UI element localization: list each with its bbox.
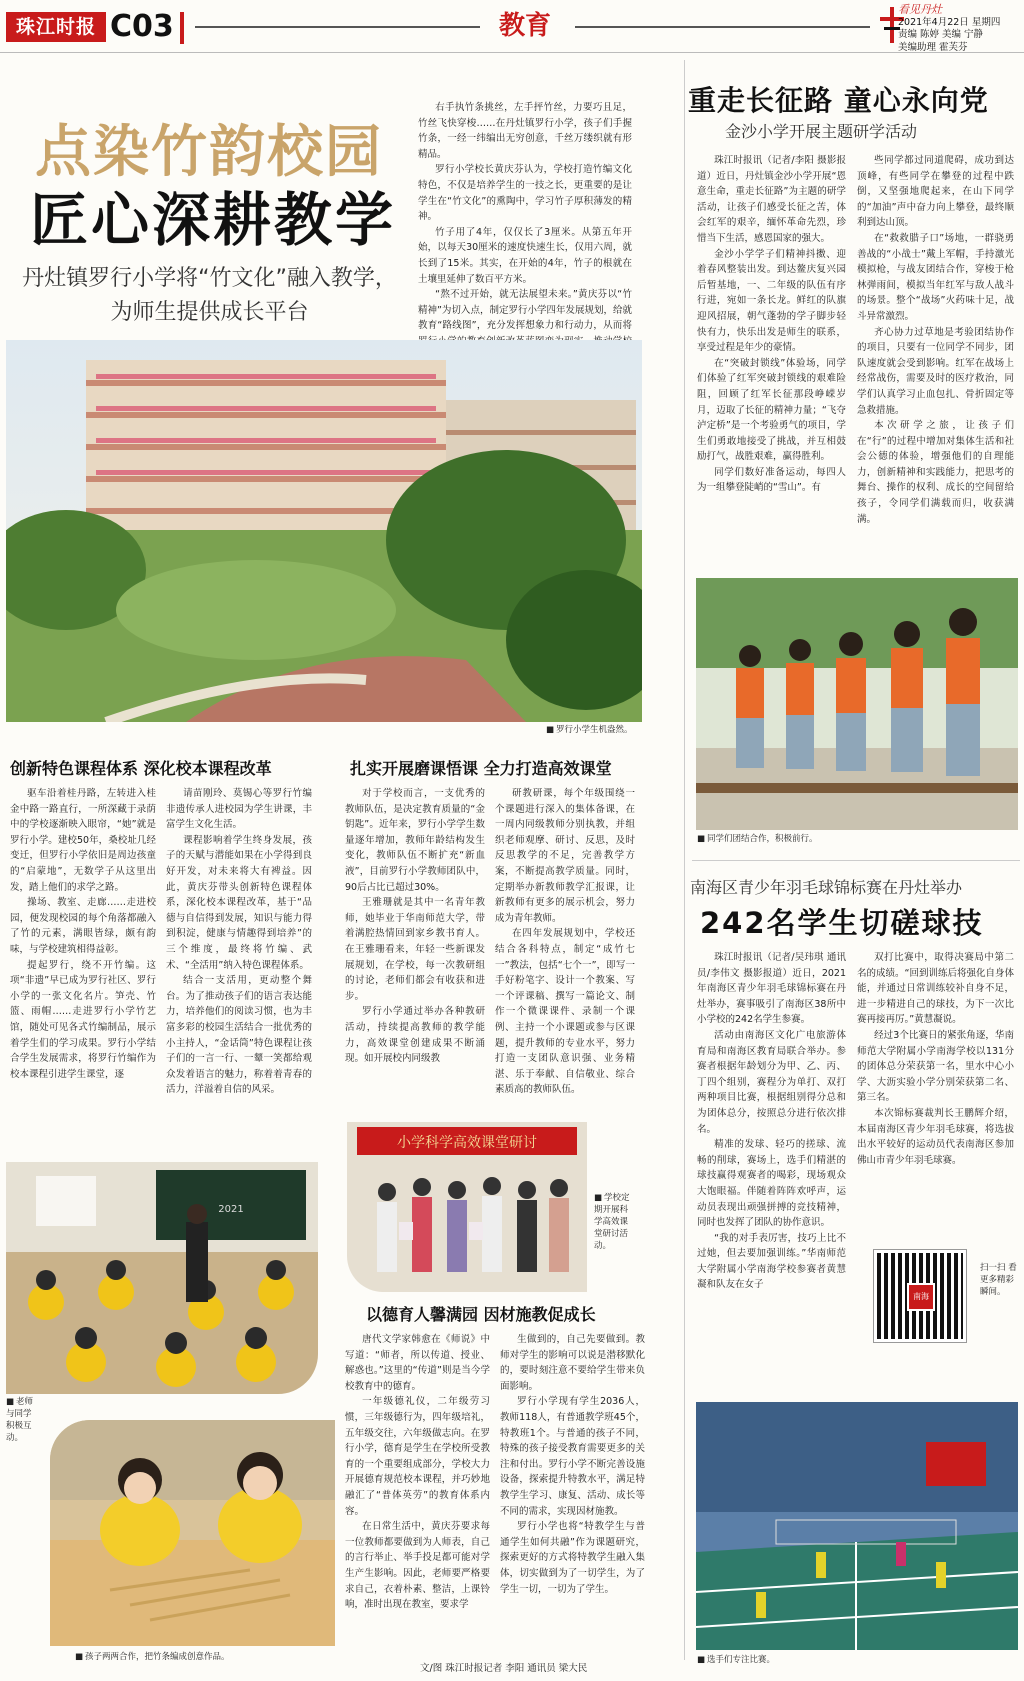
issue-assistant: 美编助理 霍芙芬	[898, 41, 968, 53]
section3-column2	[500, 1332, 645, 1652]
article1-paragraph: 同学们数好准备运动，每四人为一组攀登陡峭的“雪山”。有	[697, 466, 846, 494]
section3-paragraph: 生做到的，自己先要做到。教师对学生的影响可以说是潜移默化的，要时刻注意不要给学生带来负面影响。	[500, 1334, 645, 1392]
article1-paragraph: 金沙小学学子们精神抖擞、迎着春风整装出发。到达鳌庆复兴园后暂基地，一、二年级的队伍有序行进，宛如一条长龙。鲜红的队旗迎风招展，朝气蓬勃的学子脚步轻快有力，快乐出发是师生的联系，享受过程是年少的豪情。	[697, 248, 846, 354]
article2-paragraph: 活动由南海区文化广电旅游体育局和南海区教育局联合举办。参赛者根据年龄划分为甲、乙、丙、丁四个组别，赛程分为单打、双打两种项目比赛，根据组别得分总和为团体总分，按照总分进行依次排名。	[697, 1029, 846, 1135]
header-rule-left	[195, 26, 480, 28]
header-divider	[180, 12, 184, 44]
header-rule-right	[575, 26, 870, 28]
section2-paragraph: 王雅珊就是其中一名青年教师，她毕业于华南师范大学，带着满腔热情回到家乡教书育人。在王雅珊看来，年轻一些新课发展规划，在学校，每一次教研组的讨论，老师们都会有收获和进步。	[345, 897, 485, 1002]
article2-column2	[857, 950, 1014, 1240]
article1-subtitle: 金沙小学开展主题研学活动	[725, 122, 918, 141]
section2-paragraph: 研教研课，每个年级围绕一个课题进行深入的集体备课，在一周内同级教师分别执教，并组织老师观摩、研讨、反思，及时反思教学的不足，完善教学方案，不断提高教学质量。同时，定期举办新教师教学汇报课，让新教师有更多的展示机会，努力成为青年教师。	[495, 788, 635, 924]
intro-paragraph: 竹子用了4年，仅仅长了3厘米。从第五年开始，以每天30厘米的速度快速生长，仅用六周，就长到了15米。其实，在开始的4年，竹子的根就在土壤里延伸了数百平方米。	[418, 226, 632, 285]
headline-line1: 点染竹韵校园	[35, 119, 383, 185]
qr-caption: 扫一扫 看更多精彩瞬间。	[980, 1263, 1017, 1297]
article2-paragraph: 经过3个比赛日的紧张角逐，华南师范大学附属小学南海学校以131分的团体总分荣获第一名，里水中心小学、大沥实验小学分别荣获第二名、第三名。	[857, 1029, 1014, 1104]
section1-paragraph: 请苗刚玲、莫锡心等罗行竹编非遗传承人进校园为学生讲课，丰富学生文化生活。	[166, 788, 312, 831]
header-bottom-rule	[0, 52, 1024, 53]
article1-paragraph: 些同学都过同道爬碍，成功到达顶峰，有些同学在攀登的过程中跌倒，又坚强地爬起来，在山下同学的“加油”声中奋力向上攀登，最终顺利到达山顶。	[857, 155, 1014, 229]
section1-paragraph: 课程影响着学生终身发展，孩子的天赋与潜能如果在小学得到良好开发，对未来将大有裨益。因此，黄庆芬带头创新特色课程体系，深化校本课程改革，基于“品德与自信得到发展，知识与能力得到积淀，健康与情趣得到培养”的三个维度，最终将竹编、武术、“全活用”纳入特色课程体系。	[166, 834, 312, 971]
article1-paragraph: 本次研学之旅，让孩子们在“行”的过程中增加对集体生活和社会公德的体验，增强他们的自理能力，创新精神和实践能力，把思考的舞台、操作的权利、成长的空间留给孩子，令同学们满载而归，收获满满。	[857, 420, 1014, 525]
section1-paragraph: 驱车沿着桂丹路，左转进入桂金中路一路直行，一所深藏于录荫中的学校逐渐映入眼帘，“她”就是罗行小学。建校50年，桑校址几经变迁，但罗行小学依旧是周边孩童的“启蒙地”，无数学子从这里出发，踏上他们的求学之路。	[10, 788, 156, 893]
article2-paragraph: 双打比赛中，取得决赛局中第二名的成绩。“回到训练后将强化自身体能，并通过日常训练较补自身不足，进一步精进自己的球技，为下一次比赛再接再厉。”黄慧凝说。	[857, 952, 1014, 1026]
section3-paragraph: 唐代文学家韩愈在《师说》中写道：“师者，所以传道、授业、解惑也。”这里的“传道”则是当今学校教育中的德育。	[345, 1334, 490, 1392]
masthead-logo: 珠江时报	[6, 12, 106, 42]
article1-paragraph: 在“救救腊子口”场地，一群骁勇善战的“小战士”戴上军帽，手持激光模拟枪，与战友团结合作，穿梭于枪林弹雨间，模拟当年红军与敌人战斗的场景。整个“战场”火药味十足，战斗异常激烈。	[857, 232, 1014, 322]
students-teamwork-caption: ■ 同学们团结合作，积极前行。	[697, 833, 818, 845]
bamboo-weaving-photo	[50, 1420, 335, 1646]
article2-paragraph: 珠江时报讯（记者/吴玮琪 通讯员/李伟文 摄影报道）近日，2021年南海区青少年羽毛球锦标赛在丹灶举办，赛事吸引了南海区38所中小学校的242名学生参赛。	[697, 952, 846, 1026]
issue-date: 2021年4月22日 星期四	[898, 16, 1001, 28]
section-name: 教育	[498, 11, 551, 41]
students-teamwork-photo	[696, 578, 1018, 830]
article-divider	[692, 860, 1020, 861]
issue-meta	[898, 4, 1000, 54]
section1-column1	[10, 786, 156, 1146]
qr-code[interactable]	[874, 1250, 966, 1342]
headline-line2: 匠心深耕教学	[30, 186, 397, 254]
section2-paragraph: 罗行小学通过举办各种教研活动，持续提高教师的教学能力，高效课堂创建成果不断涌现。如开展校内同级教	[345, 1006, 485, 1065]
section2-column2	[495, 786, 635, 1116]
badminton-caption: ■ 选手们专注比赛。	[697, 1654, 775, 1666]
section2-paragraph: 对于学校而言，一支优秀的教师队伍，是决定教育质量的“金钥匙”。近年来，罗行小学学生数量逐年增加，教师年龄结构发生变化，教师队伍不断扩充“新血液”，目前罗行小学教师团队中，90后占比已超过30%。	[345, 788, 485, 893]
section1-paragraph: 提起罗行，绕不开竹编。这项“非遗”早已成为罗行社区、罗行小学的一张文化名片。笋壳、竹篮、雨帽……走进罗行小学竹艺馆，随处可见各式竹编制品，展示着学生们的学习成果。罗行小学结合学生发展需求，将罗行竹编作为校本课程引进学生课堂，逐	[10, 959, 156, 1080]
article1-paragraph: 在“突破封锁线”体验场，同学们体验了红军突破封锁线的艰难险阻，回顾了红军长征那段峥嵘岁月，迈取了长征的精神力量；“飞夺泸定桥”是一个考验勇气的项目，学生们勇敢地接受了挑战，并互相鼓励打气，战胜艰难，赢得胜利。	[697, 357, 846, 463]
article2-paragraph: 本次锦标赛裁判长王鹏辉介绍，本届南海区青少年羽毛球赛，将选拔出水平较好的运动员代表南海区参加佛山市青少年羽毛球赛。	[857, 1107, 1014, 1166]
section1-paragraph: 操场、教室、走廊……走进校园，便发现校园的每个角落都融入了竹的元素，满眼皆绿，颇有韵味，与学校建筑相得益彰。	[10, 897, 156, 955]
teachers-event-photo	[347, 1122, 587, 1292]
section3-paragraph: 在日常生活中，黄庆芬要求每一位教师都要做到为人师表，自己的言行举止、举手投足都可能对学生产生影响。因此，老师要严格要求自己，衣着朴素、整洁，上课铃响，准时出现在教室，要求学	[345, 1521, 490, 1611]
campus-photo-caption: ■ 罗行小学生机盎然。	[546, 724, 633, 736]
article1-paragraph: 齐心协力过草地是考验团结协作的项目，只要有一位同学不同步，团队速度就会受到影响。红军在战场上经常战伤，需要及时的医疗救治，同学们认真学习止血包扎、骨折固定等急救措施。	[857, 326, 1014, 416]
section1-heading: 创新特色课程体系 深化校本课程改革	[10, 759, 272, 778]
brand-name: 看见丹灶	[898, 3, 942, 16]
article2-paragraph: “我的对手表厉害，技巧上比不过她，但去要加强训练。”华南师范大学附属小学南海学校参赛者黄慧凝和队友在女子	[697, 1232, 846, 1291]
column-divider	[684, 60, 685, 1660]
bamboo-weaving-caption: ■ 孩子两两合作，把竹条编成创意作品。	[75, 1651, 230, 1663]
event-banner-text: 小学科学高效课堂研讨	[397, 1135, 537, 1151]
board-text: 2021	[218, 1204, 244, 1215]
section3-paragraph: 罗行小学也将“特教学生与普通学生如何共融”作为课题研究，探索更好的方式将特教学生融入集体，切实做到为了一切学生，为了学生一切，一切为了学生。	[500, 1521, 645, 1595]
page-number: C03	[110, 9, 174, 44]
article2-column1	[697, 950, 846, 1365]
intro-paragraph: 右手执竹条挑丝，左手抨竹丝，力要巧且足，竹丝飞快穿梭……在丹灶镇罗行小学，孩子们手握竹条，一经一纬编出无穷创意，千丝万缕织就有形精品。	[418, 102, 632, 160]
issue-editors: 责编 陈婷 美编 宁静	[898, 29, 984, 40]
section1-column2	[166, 786, 312, 1146]
section3-paragraph: 罗行小学现有学生2036人，教师118人，有普通教学班45个，特教班1个。与普通的孩子不同，特殊的孩子接受教育需要更多的关注和付出。罗行小学不断完善设施设备，探索提升特教水平，满足特教学生学习、康复、活动、成长等不同的需求，实现因材施教。	[500, 1396, 645, 1517]
article2-paragraph: 精准的发球、轻巧的搓球、流畅的削球，赛场上，选手们精湛的球技赢得观赛者的喝彩，现场观众大饱眼福。伴随着阵阵欢呼声，运动员表现出顽强拼搏的竞技精神，同时也发挥了团队的协作意识。	[697, 1139, 846, 1229]
campus-photo	[6, 340, 642, 722]
intro-paragraph: “熬不过开始，就无法展望未来。”黄庆芬以“竹精神”为切入点，制定罗行小学四年发展规划，给就教育“路线图”，充分发挥想象力和行动力，从而将	[418, 289, 632, 332]
section2-paragraph: 在四年发展规划中，学校还结合各科特点，制定“成竹七一”教法，包括“七个一”，即写一手好粉笔字、设计一个教案、写一个评课稿、撰写一篇论文、制作一个微课课件、录制一个课例、主持一个小课题或参与区课题，提升教师的专业水平，努力打造一支团队意识强、业务精湛、乐于奉献、自信敬业、综合素质高的教师队伍。	[495, 928, 635, 1096]
section1-paragraph: 结合一支活用，更动整个舞台。为了推动孩子们的语言表达能力，培养他们的阅读习惯，也为丰富多彩的校园生活结合一批优秀的小主持人，“金话筒”特色课程让孩子们的一言一行、一颦一笑都给观众发着语言的魅力，称着着青春的活力，洋溢着自信的风采。	[166, 975, 312, 1096]
headline-subtitle: 丹灶镇罗行小学将“竹文化”融入教学，为师生提供成长平台	[22, 266, 397, 325]
teachers-event-caption: ■ 学校定期开展科学高效课堂研讨活动。	[594, 1192, 636, 1252]
article2-kicker: 南海区青少年羽毛球锦标赛在丹灶举办	[690, 878, 963, 897]
article2-title: 242名学生切磋球技	[700, 906, 984, 940]
article1-paragraph: 珠江时报讯（记者/李阳 摄影报道）近日，丹灶镇金沙小学开展“恩意生命，重走长征路”为主题的研学活动，让孩子们感受长征之苦，体会红军的艰辛，缅怀革命先烈，珍惜当下生活，感恩国家的强大。	[697, 155, 846, 244]
intro-paragraph: 罗行小学校长黄庆芬认为，学校打造竹编文化特色，不仅是培养学生的一技之长，更重要的是让学生在“竹文化”的熏陶中，学习竹子厚积薄发的精神。	[418, 164, 632, 223]
article1-column1	[697, 153, 846, 563]
classroom-photo-caption: ■ 老师与同学积极互动。	[6, 1396, 38, 1444]
byline-footer: 文/图 珠江时报记者 李阳 通讯员 梁大民	[420, 1663, 588, 1674]
section3-column1	[345, 1332, 490, 1652]
badminton-photo	[696, 1402, 1018, 1650]
qr-logo: 南海	[907, 1283, 935, 1311]
classroom-photo	[6, 1162, 318, 1394]
section3-paragraph: 一年级德礼仪，二年级劳习惯，三年级德行为，四年级培礼，五年级交往，六年级做志向。在罗行小学，德育是学生在学校所受教育的一个重要组成部分，学校大力开展德育规范校本课程，并巧妙地融汇了“普体英劳”的教育体系内容。	[345, 1396, 490, 1517]
article1-column2	[857, 153, 1014, 563]
section3-heading: 以德育人馨满园 因材施教促成长	[366, 1305, 596, 1324]
article1-title: 重走长征路 童心永向党	[688, 84, 989, 117]
section2-heading: 扎实开展磨课悟课 全力打造高效课堂	[350, 759, 612, 778]
section2-column1	[345, 786, 485, 1116]
